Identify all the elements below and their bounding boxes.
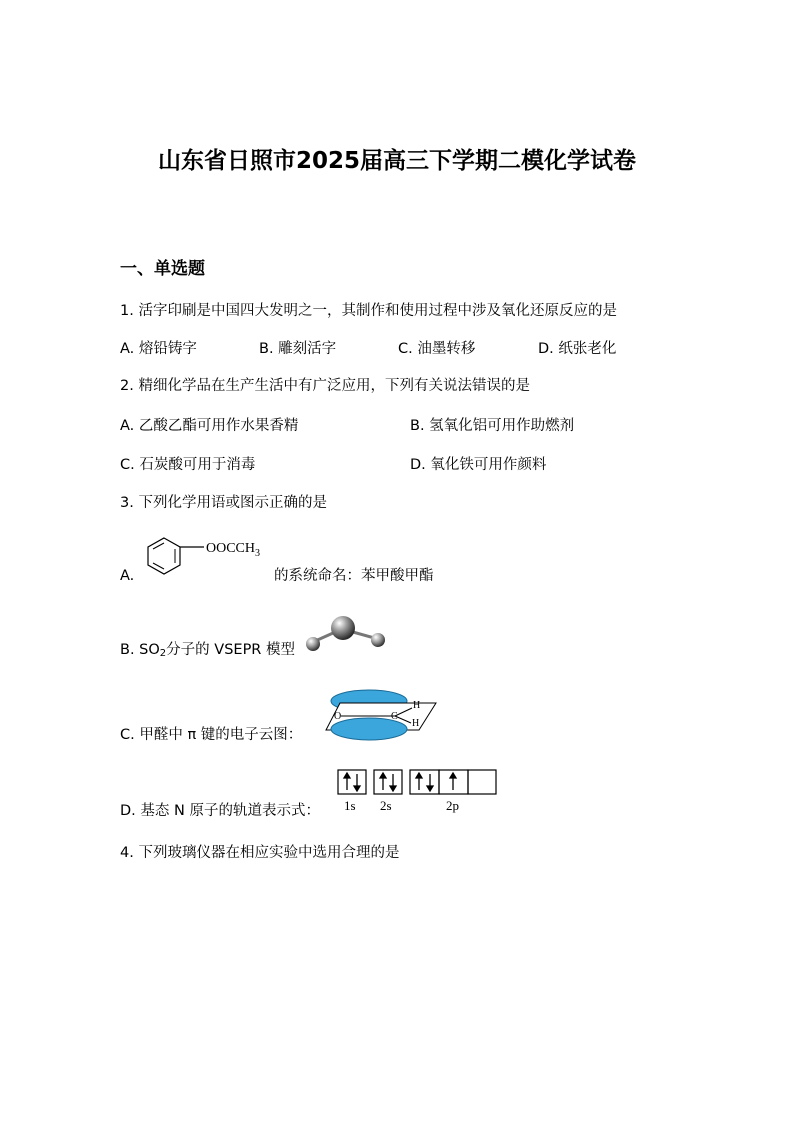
atom-h-2: H: [412, 718, 420, 729]
question-3-option-a-text: 的系统命名：苯甲酸甲酯: [274, 568, 434, 584]
question-3-option-b: [120, 640, 295, 664]
question-2-stem: 2. 精细化学品在生产生活中有广泛应用，下列有关说法错误的是: [120, 378, 530, 394]
question-2-option-c: C. 石炭酸可用于消毒: [120, 457, 256, 473]
so2-subscript: 2: [159, 648, 167, 659]
question-2-option-d: D. 氧化铁可用作颜料: [410, 457, 547, 473]
label-2p: 2p: [446, 798, 459, 813]
question-1-option-a: A. 熔铅铸字: [120, 341, 197, 357]
ester-group-label: $OOCCH_3$: [206, 541, 261, 559]
question-2-option-b: B. 氢氧化铝可用作助燃剂: [410, 418, 575, 434]
question-4-stem: 4. 下列玻璃仪器在相应实验中选用合理的是: [120, 845, 400, 861]
question-1-option-d: D. 纸张老化: [538, 341, 617, 357]
question-1-option-c: C. 油墨转移: [398, 341, 476, 357]
label-1s: 1s: [344, 798, 356, 813]
question-3-option-a-label: A.: [120, 568, 135, 584]
nitrogen-orbital-diagram: [336, 768, 500, 818]
page-title: 山东省日照市2025届高三下学期二模化学试卷: [157, 148, 636, 174]
question-3-stem: 3. 下列化学用语或图示正确的是: [120, 495, 327, 511]
question-3-option-d-text: D. 基态 N 原子的轨道表示式：: [120, 803, 320, 819]
atom-h-1: H: [413, 700, 421, 711]
so2-ball-stick-model: [300, 612, 392, 656]
so2-text: 分子的 VSEPR 模型: [166, 642, 295, 658]
atom-c: C: [391, 711, 398, 722]
so2-prefix: B. SO: [120, 642, 160, 658]
question-3-option-c-text: C. 甲醛中 π 键的电子云图：: [120, 727, 303, 743]
label-2s: 2s: [380, 798, 392, 813]
question-2-option-a: A. 乙酸乙酯可用作水果香精: [120, 418, 299, 434]
atom-o: O: [334, 711, 342, 722]
question-1-stem: 1. 活字印刷是中国四大发明之一，其制作和使用过程中涉及氧化还原反应的是: [120, 303, 617, 319]
phenyl-ester-structure: [142, 534, 277, 584]
formaldehyde-pi-cloud-diagram: [324, 686, 442, 742]
question-1-option-b: B. 雕刻活字: [259, 341, 337, 357]
section-heading-single-choice: 一、单选题: [120, 259, 205, 279]
